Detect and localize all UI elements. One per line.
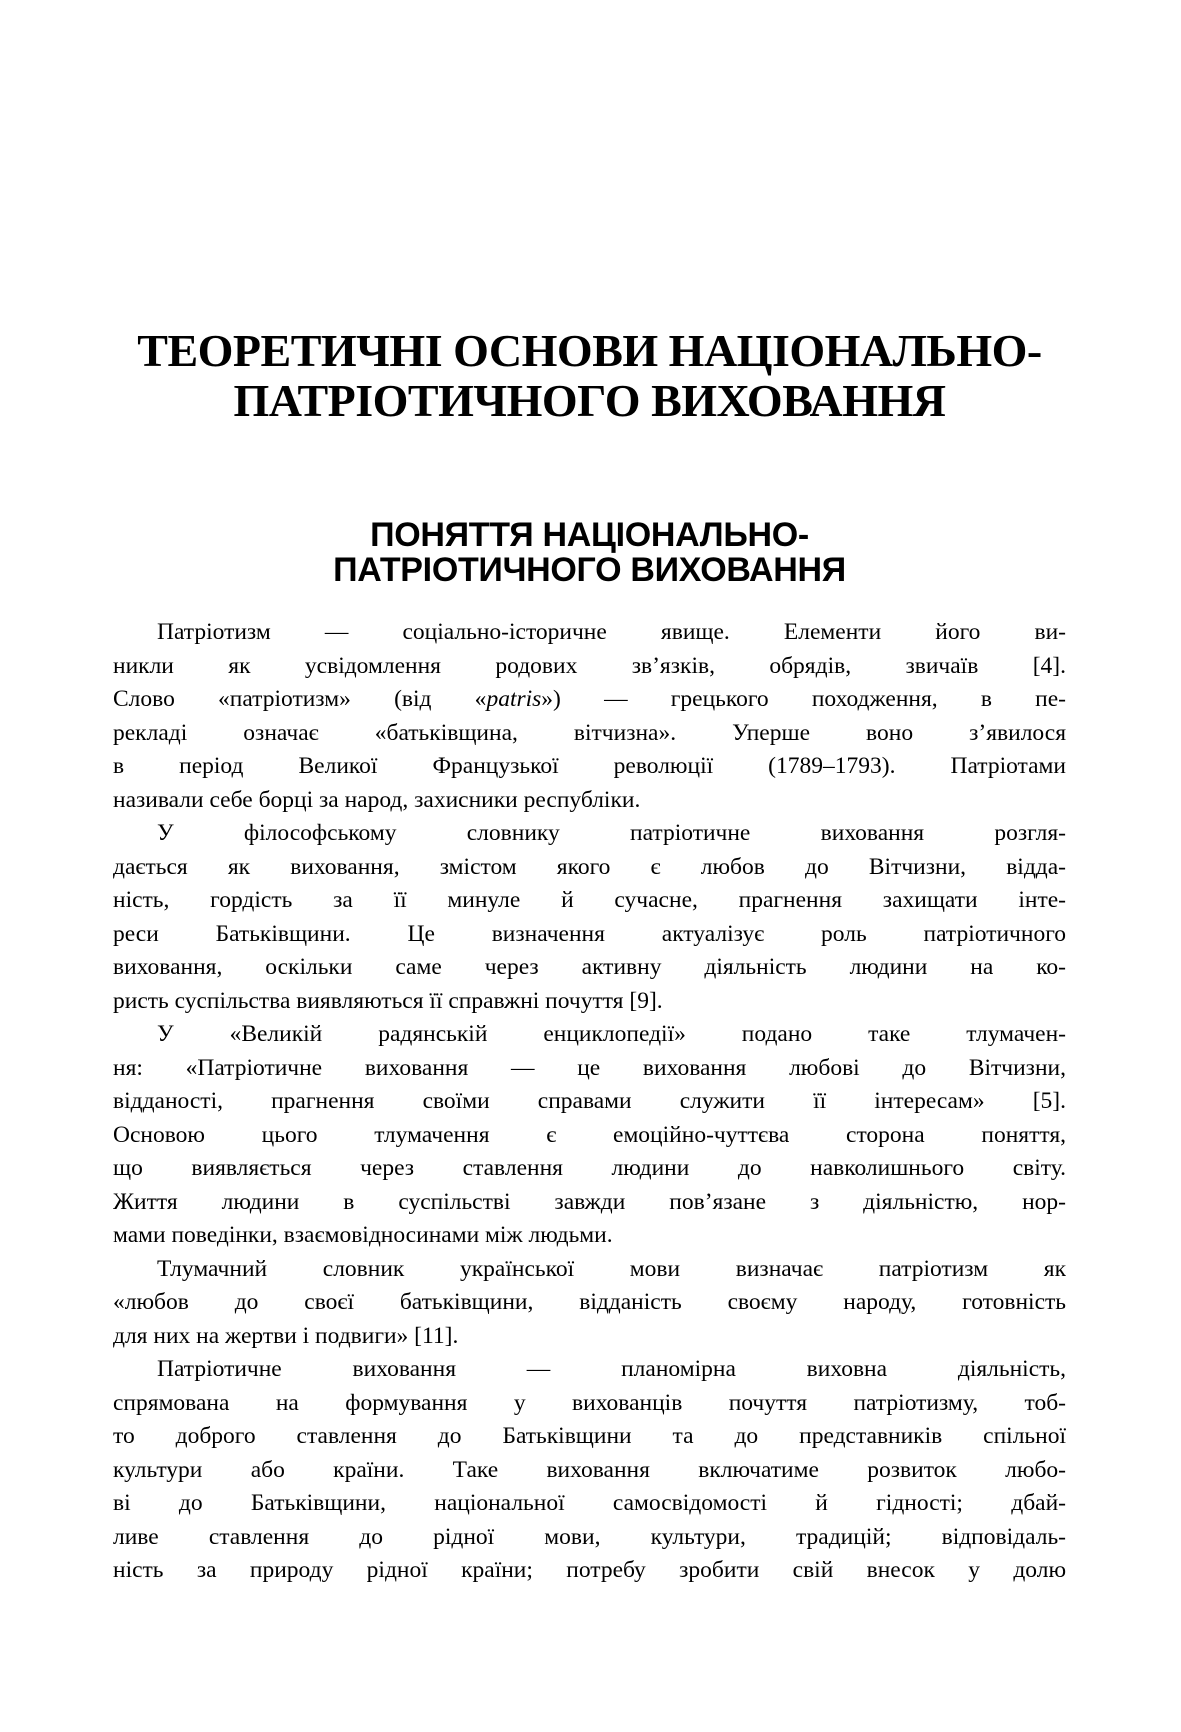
- text-line-p2-4: реси Батьківщини. Це визначення актуалізує роль патріотичного: [113, 920, 1066, 947]
- text-line-p2-6: ристь суспільства виявляються її справжні почуття [9].: [113, 987, 663, 1014]
- text-line-p3-5: що виявляється через ставлення людини до навколишнього світу.: [113, 1155, 1066, 1182]
- text-line-p2-5: виховання, оскільки саме через активну діяльність людини на ко-: [113, 954, 1066, 981]
- text-line-p4-3: для них на жертви і подвиги» [11].: [113, 1322, 459, 1349]
- text-line-p5-3: то доброго ставлення до Батьківщини та до представників спільної: [113, 1423, 1066, 1450]
- text-line-p1-6: називали себе борці за народ, захисники республіки.: [113, 786, 641, 813]
- text-line-p5-2: спрямована на формування у вихованців почуття патріотизму, тоб-: [113, 1389, 1066, 1416]
- text-line-p5-4: культури або країни. Таке виховання включатиме розвиток любо-: [113, 1456, 1066, 1483]
- section-heading: [113, 518, 1066, 588]
- text-line-p3-7: мами поведінки, взаємовідносинами між людьми.: [113, 1222, 613, 1249]
- text-line-p2-1: У філософському словнику патріотичне виховання розгля-: [157, 820, 1066, 847]
- text-line-p1-5: в період Великої Французької революції (1789–1793). Патріотами: [113, 753, 1066, 780]
- text-line-p5-7: ність за природу рідної країни; потребу зробити свій внесок у долю: [113, 1557, 1066, 1584]
- text-line-p5-6: ливе ставлення до рідної мови, культури, традицій; відповідаль-: [113, 1523, 1066, 1550]
- text-line-p1-3: [113, 683, 1066, 717]
- text-line-p1-1: Патріотизм — соціально-історичне явище. Елементи його ви-: [157, 619, 1066, 646]
- italic-text: patris: [486, 686, 542, 713]
- chapter-title: [113, 326, 1066, 426]
- text-line-p3-6: Життя людини в суспільстві завжди пов’язане з діяльністю, нор-: [113, 1188, 1066, 1215]
- text-line-p3-4: Основою цього тлумачення є емоційно-чуттєва сторона поняття,: [113, 1121, 1066, 1148]
- text-line-p2-2: дається як виховання, змістом якого є любов до Вітчизни, відда-: [113, 853, 1066, 880]
- text-line-p5-1: Патріотичне виховання — планомірна виховна діяльність,: [157, 1356, 1066, 1383]
- text-line-p3-1: У «Великій радянській енциклопедії» подано таке тлумачен-: [157, 1021, 1066, 1048]
- plain-text: ») — грецького походження, в пе-: [541, 686, 1066, 713]
- chapter-title-line-1: ТЕОРЕТИЧНІ ОСНОВИ НАЦІОНАЛЬНО-: [137, 325, 1042, 376]
- section-heading-line-2: ПАТРІОТИЧНОГО ВИХОВАННЯ: [333, 551, 846, 589]
- text-line-p5-5: ві до Батьківщини, національної самосвідомості й гідності; дбай-: [113, 1490, 1066, 1517]
- text-line-p4-1: Тлумачний словник української мови визначає патріотизм як: [157, 1255, 1066, 1282]
- plain-text: Слово «патріотизм» (від «: [113, 686, 487, 713]
- text-line-p3-2: ня: «Патріотичне виховання — це виховання любові до Вітчизни,: [113, 1054, 1066, 1081]
- section-heading-line-1: ПОНЯТТЯ НАЦІОНАЛЬНО-: [370, 516, 809, 554]
- chapter-title-line-2: ПАТРІОТИЧНОГО ВИХОВАННЯ: [233, 375, 946, 426]
- body-text: [113, 616, 1066, 1588]
- text-line-p2-3: ність, гордість за її минуле й сучасне, прагнення захищати інте-: [113, 887, 1066, 914]
- text-line-p4-2: «любов до своєї батьківщини, відданість своєму народу, готовність: [113, 1289, 1066, 1316]
- text-line-p3-3: відданості, прагнення своїми справами служити її інтересам» [5].: [113, 1088, 1066, 1115]
- text-line-p1-4: рекладі означає «батьківщина, вітчизна». Уперше воно з’явилося: [113, 719, 1066, 746]
- text-line-p1-2: никли як усвідомлення родових зв’язків, обрядів, звичаїв [4].: [113, 652, 1066, 679]
